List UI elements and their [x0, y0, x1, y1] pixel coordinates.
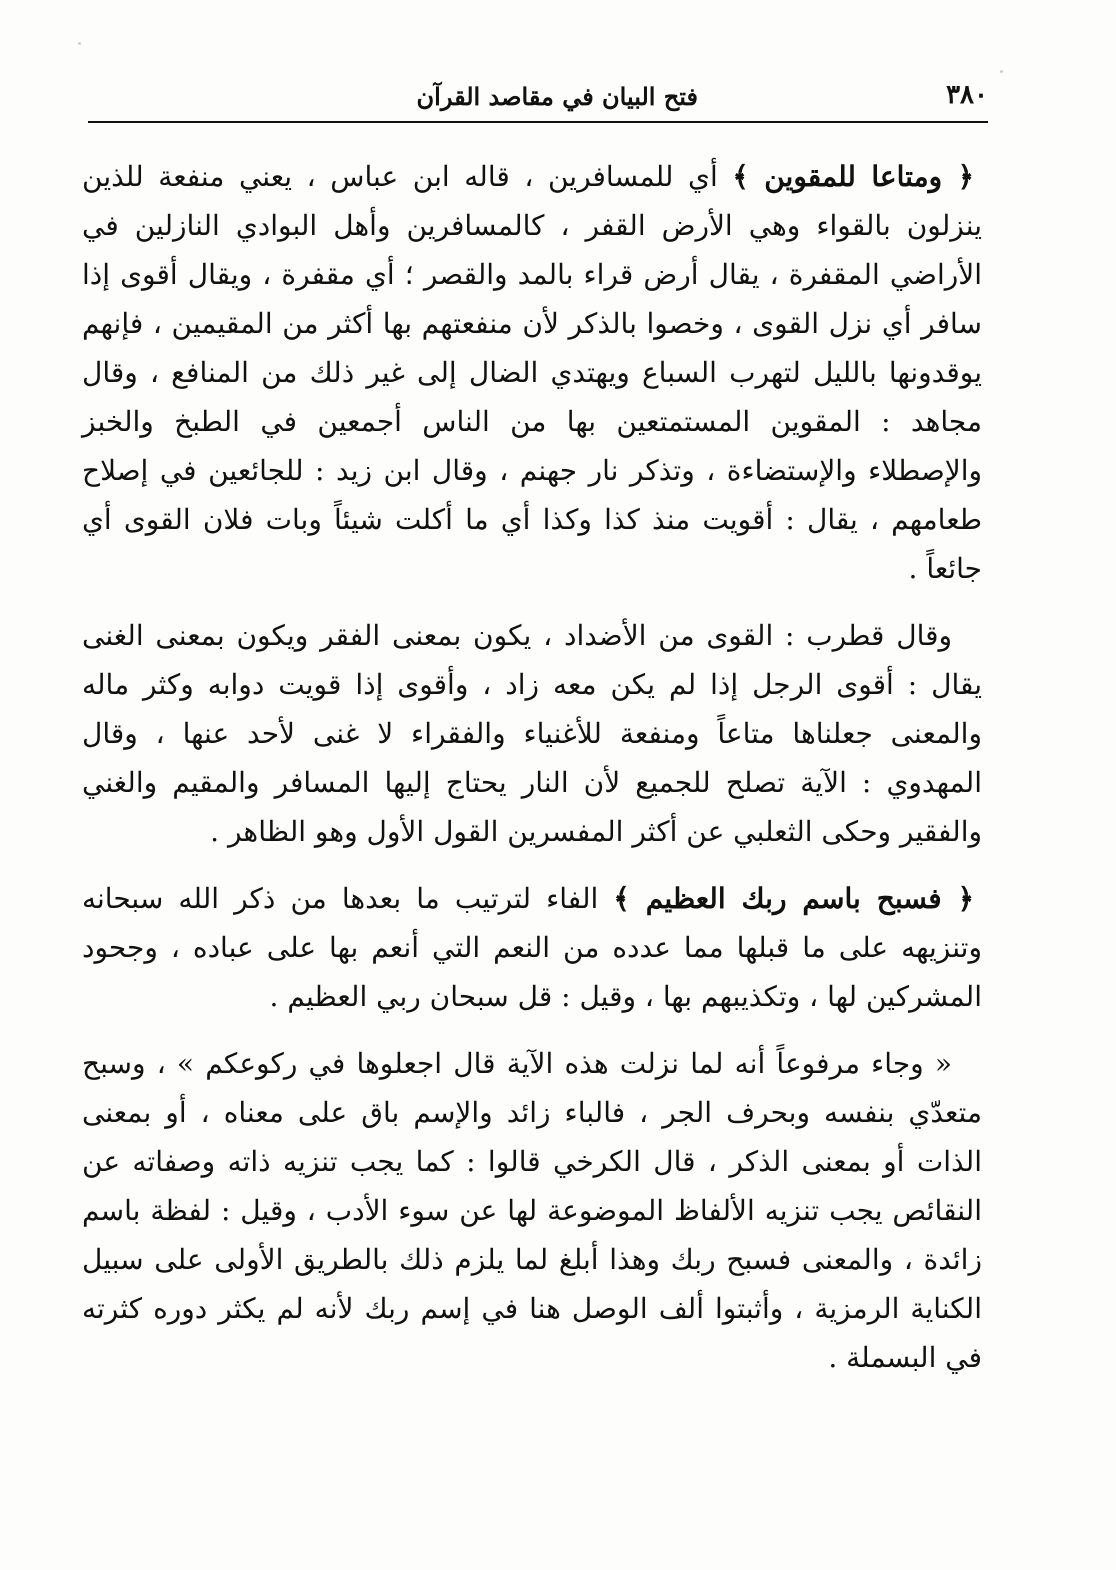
quran-verse: ﴿ فسبح باسم ربك العظيم ﴾: [613, 882, 974, 915]
scan-speck: [78, 42, 81, 45]
paragraph-4: [82, 1039, 982, 1382]
page-header: [88, 78, 988, 118]
page-number: ٣٨٠: [946, 80, 988, 110]
commentary-text: وقال قطرب : القوى من الأضداد ، يكون بمعنى الفقر ويكون بمعنى الغنى يقال : أقوى الرجل إذا لم يكن معه زاد ، وأقوى إذا قويت دوابه وكثر ماله والمعنى جعلناها متاعاً ومنفعة للأغنياء والفقراء لا غنى لأحد عنها ، وقال المهدوي : الآية تصلح للجميع لأن النار يحتاج إليها المسافر والمقيم والغني والفقير وحكى الثعلبي عن أكثر المفسرين القول الأول وهو الظاهر .: [82, 619, 982, 848]
header-rule: [88, 121, 988, 123]
scan-speck: [1000, 70, 1003, 73]
running-title: فتح البيان في مقاصد القرآن: [416, 82, 698, 111]
commentary-text: « وجاء مرفوعاً أنه لما نزلت هذه الآية قال اجعلوها في ركوعكم » ، وسبح متعدّي بنفسه وبحرف الجر ، فالباء زائد والإسم باق على معناه ، أو بمعنى الذات أو بمعنى الذكر ، قال الكرخي قالوا : كما يجب تنزيه ذاته وصفاته عن النقائص يجب تنزيه الألفاظ الموضوعة لها عن سوء الأدب ، وقيل : لفظة باسم زائدة ، والمعنى فسبح ربك وهذا أبلغ لما يلزم ذلك بالطريق الأولى على سبيل الكناية الرمزية ، وأثبتوا ألف الوصل هنا في إسم ربك لأنه لم يكثر دوره كثرته في البسملة .: [82, 1047, 982, 1374]
page-body: [82, 152, 982, 1400]
paragraph-2: [82, 611, 982, 856]
paragraph-3: [82, 874, 982, 1021]
paragraph-1: [82, 152, 982, 593]
commentary-text: أي للمسافرين ، قاله ابن عباس ، يعني منفعة للذين ينزلون بالقواء وهي الأرض القفر ، كالمسافرين وأهل البوادي النازلين في الأراضي المقفرة ، يقال أرض قراء بالمد والقصر ؛ أي مقفرة ، ويقال أقوى إذا سافر أي نزل القوى ، وخصوا بالذكر لأن منفعتهم بها أكثر من المقيمين ، فإنهم يوقدونها بالليل لتهرب السباع ويهتدي الضال إلى غير ذلك من المنافع ، وقال مجاهد : المقوين المستمتعين بها من الناس أجمعين في الطبخ والخبز والإصطلاء والإستضاءة ، وتذكر نار جهنم ، وقال ابن زيد : للجائعين في إصلاح طعامهم ، يقال : أقويت منذ كذا وكذا أي ما أكلت شيئاً وبات فلان القوى أي جائعاً .: [82, 160, 983, 585]
commentary-text: الفاء لترتيب ما بعدها من ذكر الله سبحانه وتنزيهه على ما قبلها مما عدده من النعم التي أنعم بها على عباده ، وجحود المشركين لها ، وتكذيبهم بها ، وقيل : قل سبحان ربي العظيم .: [82, 882, 982, 1013]
quran-verse: ﴿ ومتاعا للمقوين ﴾: [732, 160, 974, 193]
